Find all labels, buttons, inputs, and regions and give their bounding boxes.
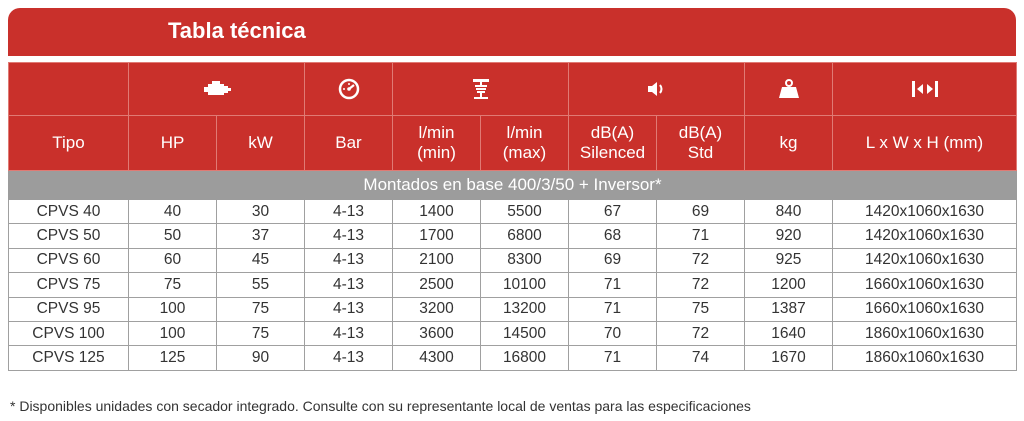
cell-db-silenced: 70 <box>569 321 657 345</box>
motor-icon-cell <box>129 63 305 116</box>
cell-kw: 90 <box>217 346 305 370</box>
table-row <box>9 224 1017 248</box>
dimensions-icon-cell <box>833 63 1017 116</box>
cell-kw: 75 <box>217 297 305 321</box>
col-db-silenced-label: Silenced <box>579 143 646 162</box>
cell-db-std: 69 <box>657 200 745 224</box>
col-hp: HP <box>129 116 217 171</box>
gauge-icon <box>337 77 361 101</box>
cell-kg: 1670 <box>745 346 833 370</box>
flow-icon <box>471 77 491 101</box>
cell-tipo: CPVS 60 <box>9 248 129 272</box>
cell-flow-min: 3600 <box>393 321 481 345</box>
table-row <box>9 321 1017 345</box>
cell-flow-max: 5500 <box>481 200 569 224</box>
motor-icon <box>202 79 232 99</box>
cell-db-silenced: 68 <box>569 224 657 248</box>
cell-flow-min: 2500 <box>393 273 481 297</box>
cell-flow-max: 8300 <box>481 248 569 272</box>
cell-bar: 4-13 <box>305 346 393 370</box>
weight-icon-cell <box>745 63 833 116</box>
cell-dims: 1660x1060x1630 <box>833 297 1017 321</box>
cell-flow-min: 2100 <box>393 248 481 272</box>
cell-flow-max: 16800 <box>481 346 569 370</box>
cell-db-silenced: 71 <box>569 297 657 321</box>
cell-dims: 1420x1060x1630 <box>833 200 1017 224</box>
cell-tipo: CPVS 50 <box>9 224 129 248</box>
speaker-icon <box>645 80 669 98</box>
col-kw: kW <box>217 116 305 171</box>
cell-tipo: CPVS 40 <box>9 200 129 224</box>
cell-kw: 30 <box>217 200 305 224</box>
cell-tipo: CPVS 75 <box>9 273 129 297</box>
cell-hp: 60 <box>129 248 217 272</box>
cell-db-silenced: 69 <box>569 248 657 272</box>
cell-dims: 1660x1060x1630 <box>833 273 1017 297</box>
col-flow-max-unit: l/min <box>506 123 543 142</box>
column-header-row <box>9 116 1017 171</box>
cell-db-silenced: 71 <box>569 346 657 370</box>
weight-icon <box>777 78 801 100</box>
empty-icon-cell <box>9 63 129 116</box>
cell-dims: 1420x1060x1630 <box>833 248 1017 272</box>
cell-hp: 125 <box>129 346 217 370</box>
col-bar: Bar <box>305 116 393 171</box>
col-flow-min-label: (min) <box>417 143 456 162</box>
cell-dims: 1860x1060x1630 <box>833 321 1017 345</box>
sound-icon-cell <box>569 63 745 116</box>
section-row <box>9 171 1017 200</box>
cell-kw: 55 <box>217 273 305 297</box>
cell-flow-min: 1700 <box>393 224 481 248</box>
cell-flow-max: 10100 <box>481 273 569 297</box>
cell-db-std: 74 <box>657 346 745 370</box>
cell-tipo: CPVS 125 <box>9 346 129 370</box>
cell-kg: 1387 <box>745 297 833 321</box>
cell-bar: 4-13 <box>305 200 393 224</box>
cell-flow-min: 4300 <box>393 346 481 370</box>
cell-hp: 75 <box>129 273 217 297</box>
col-db-std <box>657 116 745 171</box>
col-db-silenced <box>569 116 657 171</box>
cell-db-silenced: 71 <box>569 273 657 297</box>
cell-flow-min: 1400 <box>393 200 481 224</box>
cell-flow-max: 14500 <box>481 321 569 345</box>
cell-bar: 4-13 <box>305 297 393 321</box>
table-row <box>9 200 1017 224</box>
cell-kg: 840 <box>745 200 833 224</box>
title-bar <box>8 8 1016 56</box>
cell-db-silenced: 67 <box>569 200 657 224</box>
col-kg: kg <box>745 116 833 171</box>
pressure-icon-cell <box>305 63 393 116</box>
cell-flow-max: 13200 <box>481 297 569 321</box>
cell-db-std: 72 <box>657 248 745 272</box>
cell-db-std: 72 <box>657 321 745 345</box>
cell-kg: 1640 <box>745 321 833 345</box>
cell-bar: 4-13 <box>305 224 393 248</box>
col-db-silenced-unit: dB(A) <box>590 123 635 142</box>
cell-flow-max: 6800 <box>481 224 569 248</box>
cell-db-std: 75 <box>657 297 745 321</box>
cell-bar: 4-13 <box>305 248 393 272</box>
dimensions-icon <box>910 79 940 99</box>
col-dims: L x W x H (mm) <box>833 116 1017 171</box>
cell-dims: 1420x1060x1630 <box>833 224 1017 248</box>
cell-kg: 920 <box>745 224 833 248</box>
cell-tipo: CPVS 100 <box>9 321 129 345</box>
col-db-std-unit: dB(A) <box>678 123 723 142</box>
page-title: Tabla técnica <box>168 18 306 43</box>
col-flow-max-label: (max) <box>502 143 547 162</box>
col-flow-min-unit: l/min <box>418 123 455 142</box>
cell-hp: 100 <box>129 297 217 321</box>
cell-tipo: CPVS 95 <box>9 297 129 321</box>
cell-bar: 4-13 <box>305 273 393 297</box>
cell-flow-min: 3200 <box>393 297 481 321</box>
cell-hp: 100 <box>129 321 217 345</box>
icon-row <box>9 63 1017 116</box>
cell-kw: 75 <box>217 321 305 345</box>
cell-hp: 40 <box>129 200 217 224</box>
technical-table <box>8 62 1017 371</box>
footnote: * Disponibles unidades con secador integrado. Consulte con su representante local de ventas para las especificaciones <box>10 398 751 414</box>
table-row <box>9 346 1017 370</box>
col-flow-max <box>481 116 569 171</box>
cell-dims: 1860x1060x1630 <box>833 346 1017 370</box>
table-row <box>9 297 1017 321</box>
table-body <box>9 200 1017 371</box>
col-tipo: Tipo <box>9 116 129 171</box>
cell-db-std: 71 <box>657 224 745 248</box>
cell-kw: 45 <box>217 248 305 272</box>
col-db-std-label: Std <box>687 143 714 162</box>
cell-kg: 1200 <box>745 273 833 297</box>
cell-kw: 37 <box>217 224 305 248</box>
cell-hp: 50 <box>129 224 217 248</box>
flow-icon-cell <box>393 63 569 116</box>
cell-kg: 925 <box>745 248 833 272</box>
section-label: Montados en base 400/3/50 + Inversor* <box>9 171 1017 200</box>
cell-bar: 4-13 <box>305 321 393 345</box>
cell-db-std: 72 <box>657 273 745 297</box>
col-flow-min <box>393 116 481 171</box>
table-row <box>9 273 1017 297</box>
table-row <box>9 248 1017 272</box>
